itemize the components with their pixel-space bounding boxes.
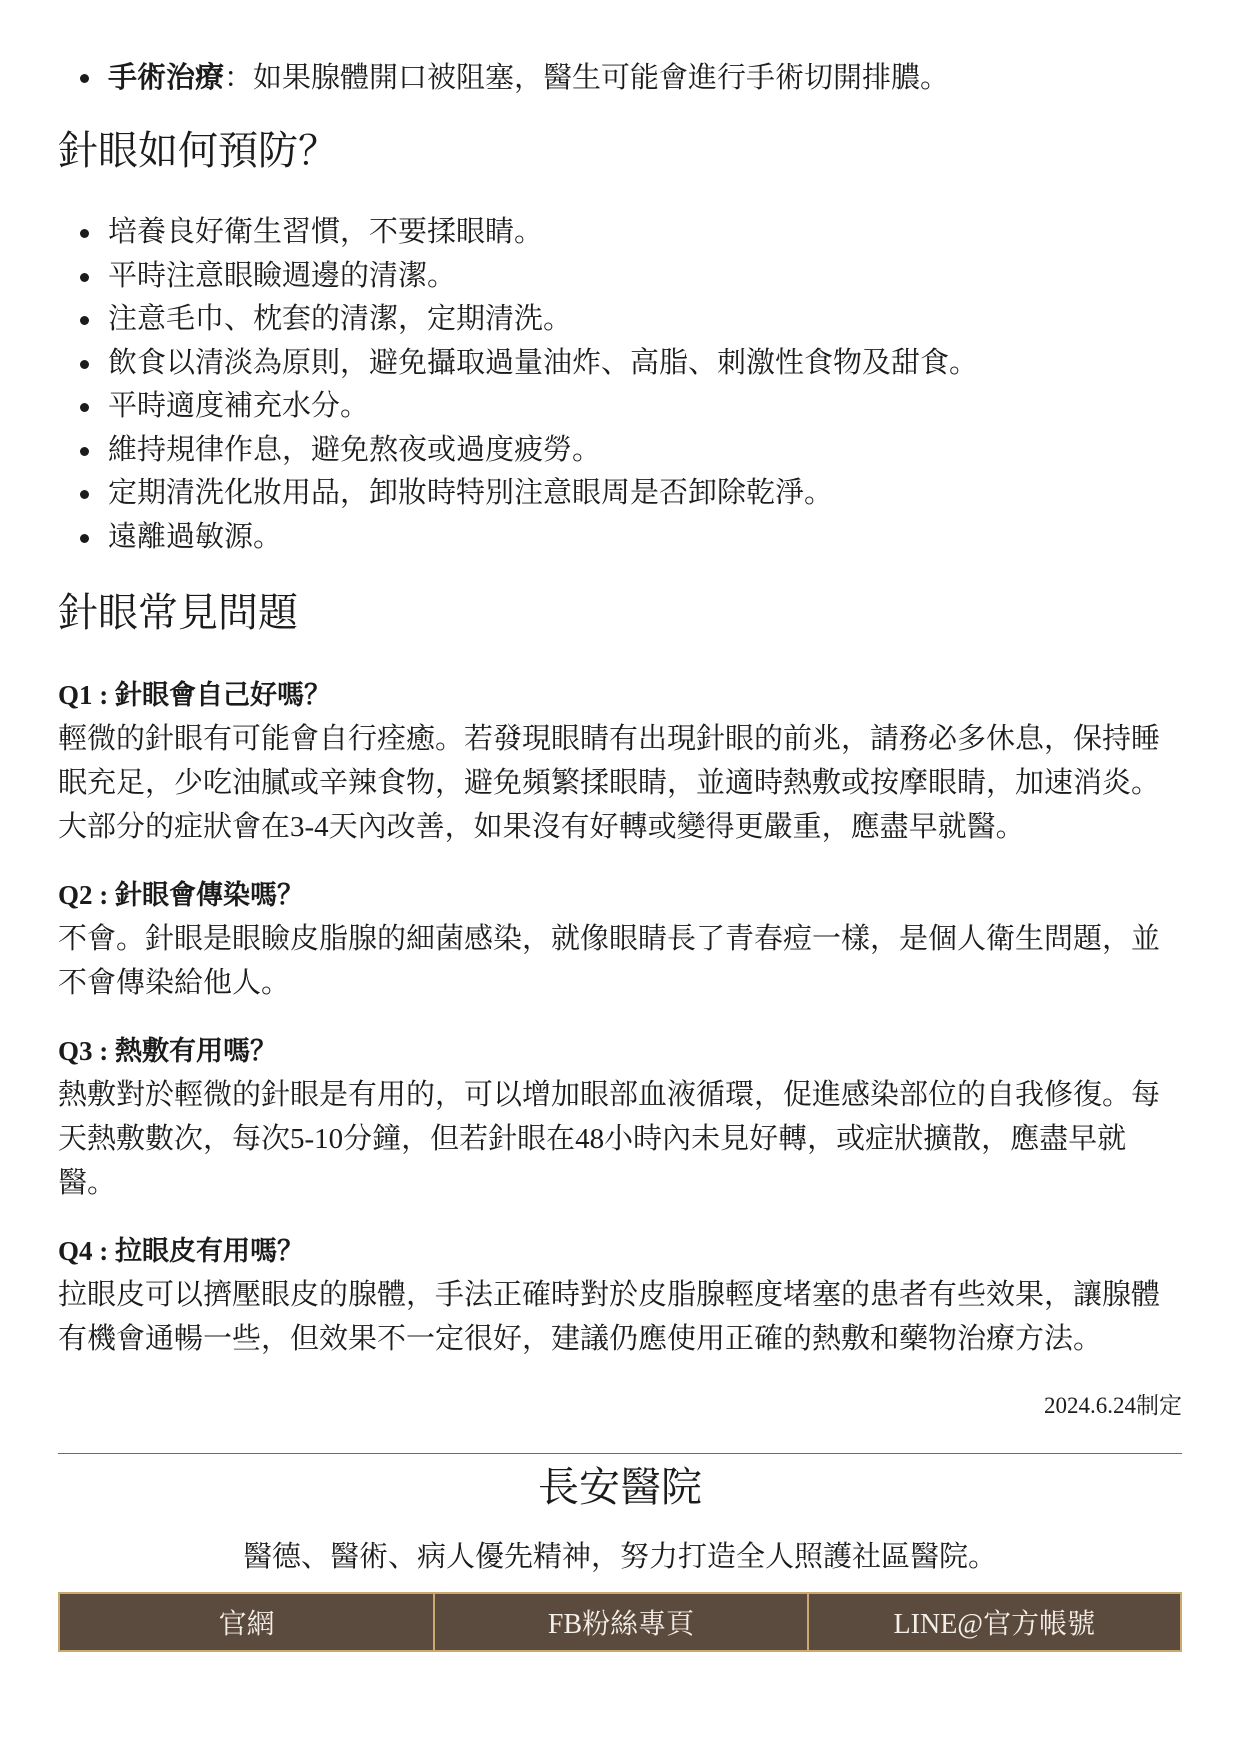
faq-question [58,1029,1182,1073]
faq-answer [58,1273,1182,1361]
list-item-text: 平時適度補充水分。 [108,390,370,422]
list-item-text: 平時注意眼瞼週邊的清潔。 [108,259,457,292]
hospital-slogan: 醫德、醫術、病人優先精神，努力打造全人照護社區醫院。 [242,1541,997,1573]
list-item-text: 維持規律作息，避免熬夜或過度疲勞。 [108,433,602,466]
list-item-text: 定期清洗化妝用品，卸妝時特別注意眼周是否卸除乾淨。 [108,477,834,509]
line-official-account-link[interactable]: LINE@官方帳號 [807,1594,1180,1650]
bullet-text: ：如果腺體開口被阻塞，醫生可能會進行手術切開排膿。 [224,62,950,94]
answer-line: 熱敷對於輕微的針眼是有用的，可以增加眼部血液循環，促進感染部位的自我修復。每 [58,1079,1161,1111]
list-item [108,298,1182,342]
faq-item-q3 [58,1029,1182,1205]
treatment-list [58,56,1182,100]
faq-answer [58,717,1182,849]
answer-line: 天熱敷數次，每次5-10分鐘，但若針眼在48小時內未見好轉，或症狀擴散，應盡早就 [58,1123,1127,1155]
prevention-heading: 針眼如何預防？ [58,128,338,173]
answer-line: 有機會通暢一些，但效果不一定很好，建議仍應使用正確的熱敷和藥物治療方法。 [58,1323,1103,1355]
answer-line: 拉眼皮可以擠壓眼皮的腺體，手法正確時對於皮脂腺輕度堵塞的患者有些效果，讓腺體 [58,1279,1161,1311]
list-item [108,342,1182,386]
list-item-text: 飲食以清淡為原則，避免攝取過量油炸、高脂、刺激性食物及甜食。 [108,346,979,379]
faq-heading: 針眼常見問題 [58,590,298,635]
answer-line: 不會。針眼是眼瞼皮脂腺的細菌感染，就像眼睛長了青春痘一樣，是個人衛生問題，並 [58,923,1161,955]
official-website-link[interactable]: 官網 [218,1609,275,1640]
answer-line: 大部分的症狀會在3-4天內改善，如果沒有好轉或變得更嚴重，應盡早就醫。 [58,811,1025,843]
faq-question [58,873,1182,917]
list-item-text: 遠離過敏源。 [108,520,283,553]
prevention-list [58,211,1182,559]
faq-item-q1 [58,673,1182,849]
question-label: Q3 : [58,1036,109,1066]
question-label: Q2 : [58,880,109,910]
list-item-text: 培養良好衛生習慣，不要揉眼睛。 [108,216,544,248]
bullet-dot-icon [80,316,89,325]
bullet-dot-icon [80,403,89,412]
list-item [108,516,1182,560]
list-item [108,255,1182,299]
document-content [58,0,1182,1652]
list-item [108,429,1182,473]
bullet-dot-icon [80,273,89,282]
question-title: 熱敷有用嗎？ [115,1036,277,1066]
bullet-dot-icon [80,447,89,456]
bullet-dot-icon [80,229,89,238]
faq-item-q2 [58,873,1182,1005]
faq-item-q4 [58,1229,1182,1361]
question-title: 拉眼皮有用嗎？ [115,1236,304,1266]
faq-answer [58,1073,1182,1205]
footer-link-bar [58,1592,1182,1652]
answer-line: 不會傳染給他人。 [58,967,291,999]
bullet-dot-icon [80,360,89,369]
list-item [108,385,1182,429]
faq-question [58,1229,1182,1273]
faq-question [58,673,1182,717]
question-label: Q1 : [58,680,109,710]
revision-date: 2024.6.24制定 [1044,1393,1182,1418]
list-item [108,472,1182,516]
bullet-bold-term: 手術治療 [108,62,225,94]
answer-line: 醫。 [58,1167,117,1199]
hospital-name: 長安醫院 [538,1464,702,1510]
list-item-text: 注意毛巾、枕套的清潔，定期清洗。 [108,303,573,335]
answer-line: 輕微的針眼有可能會自行痊癒。若發現眼睛有出現針眼的前兆，請務必多休息，保持睡 [58,723,1161,755]
answer-line: 眠充足，少吃油膩或辛辣食物，避免頻繁揉眼睛，並適時熱敷或按摩眼睛，加速消炎。 [58,767,1161,799]
question-title: 針眼會傳染嗎？ [115,880,304,910]
bullet-dot-icon [80,74,89,83]
facebook-fanpage-link[interactable]: FB粉絲專頁 [433,1594,806,1650]
footer-divider [58,1453,1182,1454]
list-item [108,56,1182,100]
bullet-dot-icon [80,490,89,499]
question-title: 針眼會自己好嗎？ [115,680,331,710]
faq-answer [58,917,1182,1005]
question-label: Q4 : [58,1236,109,1266]
list-item [108,211,1182,255]
bullet-dot-icon [80,534,89,543]
